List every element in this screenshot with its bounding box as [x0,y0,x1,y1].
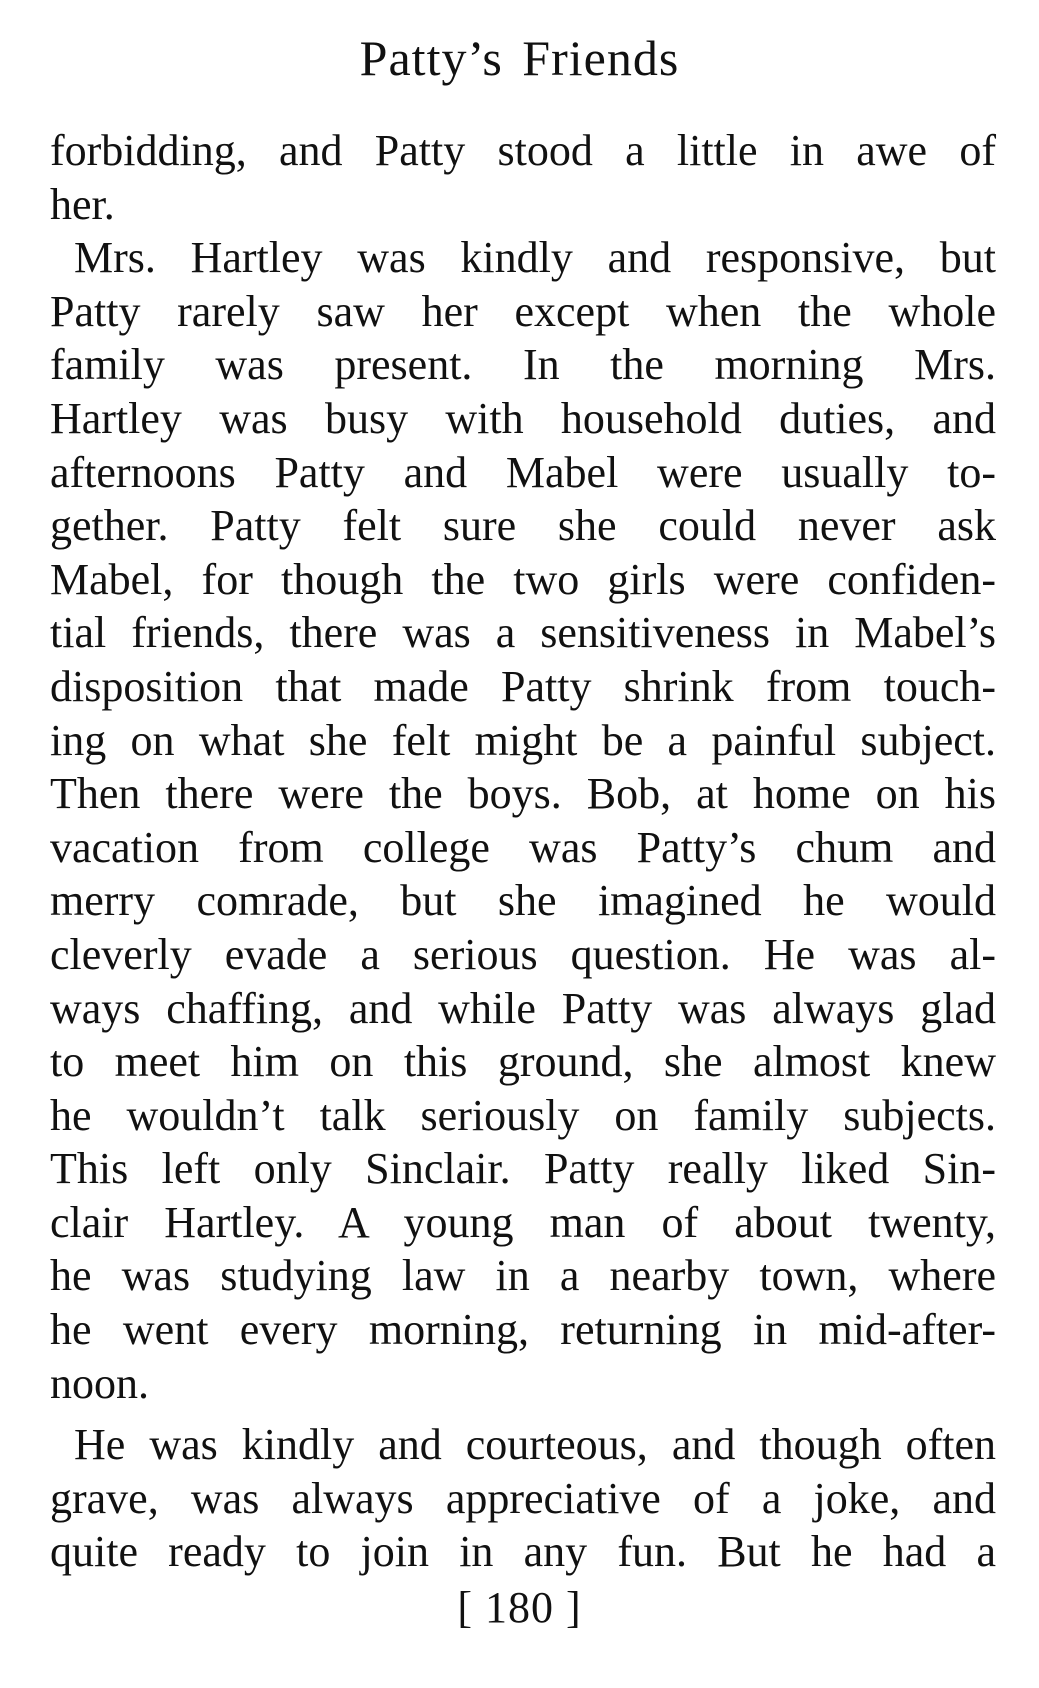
text-line: ways chaffing, and while Patty was always glad [50,983,996,1033]
text-line: vacation from college was Patty’s chum and [50,822,996,872]
text-line: family was present. In the morning Mrs. [50,340,996,390]
text-line: forbidding, and Patty stood a little in awe of [50,126,996,175]
text-line: Then there were the boys. Bob, at home on his [50,769,996,819]
paragraph-gap [50,1410,996,1418]
text-line: grave, was always appreciative of a joke, and [50,1473,996,1523]
text-line: Mrs. Hartley was kindly and responsive, but [74,233,996,283]
text-line: quite ready to join in any fun. But he had a [50,1527,996,1577]
text-line: to meet him on this ground, she almost knew [50,1037,996,1087]
body-text [50,124,996,1579]
text-line: noon. [50,1358,149,1408]
running-title: Patty’s Friends [359,30,680,86]
text-line: disposition that made Patty shrink from touch- [50,661,996,711]
text-line: This left only Sinclair. Patty really liked Sin- [50,1144,996,1194]
text-line: afternoons Patty and Mabel were usually to- [50,447,996,497]
text-line: gether. Patty felt sure she could never ask [50,501,996,551]
text-line: Patty rarely saw her except when the whole [50,286,996,336]
text-line: clair Hartley. A young man of about twenty, [50,1197,996,1247]
text-line: ing on what she felt might be a painful subject. [50,715,996,765]
text-line: he was studying law in a nearby town, where [50,1251,996,1301]
text-line: he went every morning, returning in mid-after- [50,1305,996,1355]
text-line: merry comrade, but she imagined he would [50,876,996,926]
text-line: He was kindly and courteous, and though often [74,1420,996,1470]
text-line: Hartley was busy with household duties, and [50,393,996,443]
text-line: tial friends, there was a sensitiveness in Mabel’s [50,608,996,658]
text-line: Mabel, for though the two girls were confiden- [50,554,996,604]
text-line: her. [50,179,115,229]
text-line: he wouldn’t talk seriously on family subjects. [50,1090,996,1140]
text-line: cleverly evade a serious question. He was al- [50,929,996,979]
page-number: [ 180 ] [457,1583,582,1632]
